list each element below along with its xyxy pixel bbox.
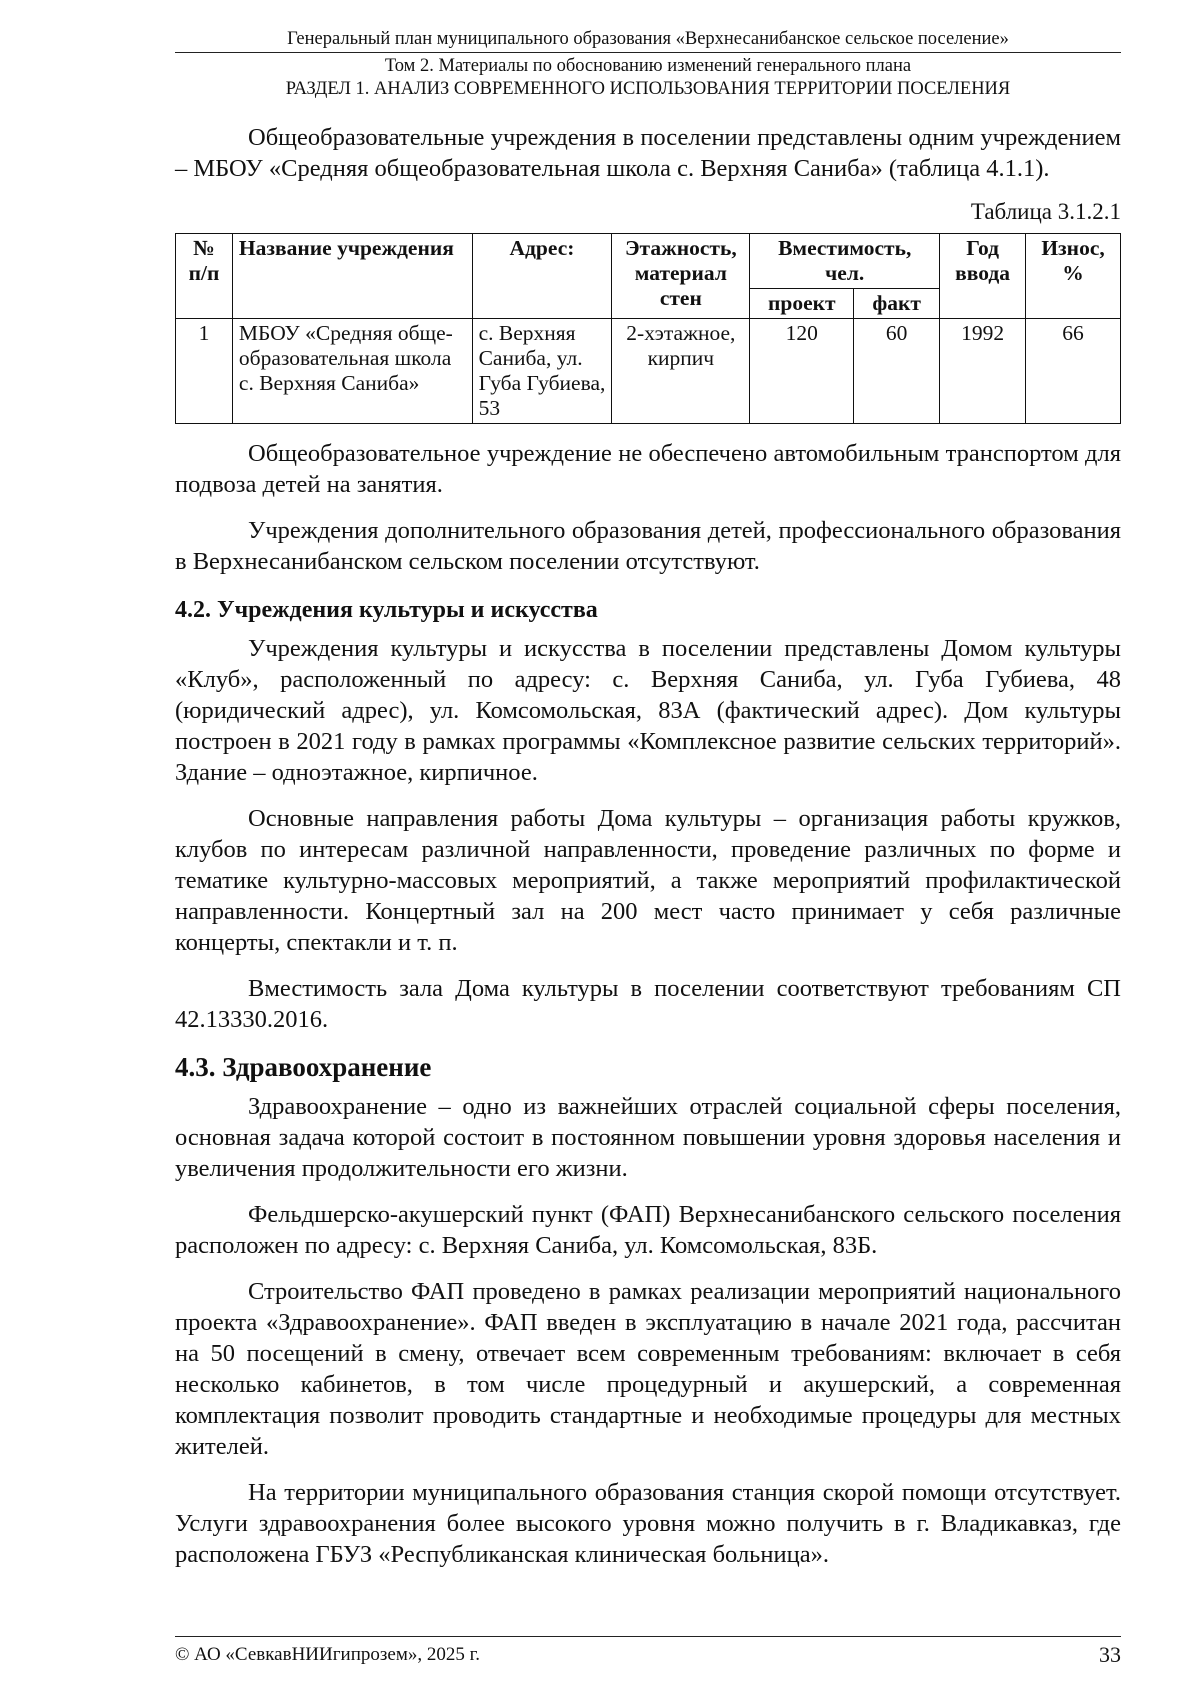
- table-header-row: [176, 234, 1121, 289]
- page-body: [175, 122, 1121, 1585]
- paragraph: Вместимость зала Дома культуры в поселении соответствуют требованиям СП 42.13330.2016.: [175, 975, 1121, 1033]
- cell-year: 1992: [940, 319, 1026, 424]
- cell-name: МБОУ «Средняя обще-образовательная школа с. Верхняя Саниба»: [232, 319, 472, 424]
- paragraph: Фельдшерско-акушерский пункт (ФАП) Верхнесанибанского сельского поселения расположен по адресу: с. Верхняя Саниба, ул. Комсомольская, 83Б.: [175, 1201, 1121, 1259]
- footer-copyright: © АО «СевкавНИИгипрозем», 2025 г.: [175, 1644, 480, 1665]
- paragraph: Учреждения дополнительного образования детей, профессионального образования в Верхнесанибанском сельском поселении отсутствуют.: [175, 517, 1121, 575]
- header-volume: Том 2. Материалы по обоснованию изменений генерального плана: [384, 56, 912, 76]
- col-header-name: Название учреждения: [232, 234, 472, 319]
- section-heading-health: 4.3. Здравоохранение: [175, 1052, 432, 1082]
- cell-design: 120: [750, 319, 854, 424]
- col-header-wear: Износ, %: [1026, 234, 1121, 319]
- header-divider: [175, 52, 1121, 53]
- cell-address: с. Верхняя Саниба, ул. Губа Губиева, 53: [472, 319, 612, 424]
- paragraph: Строительство ФАП проведено в рамках реализации мероприятий национального проекта «Здравоохранение». ФАП введен в эксплуатацию в начале 2021 года, рассчитан на 50 посещений в смену, отвечает всем современным требованиям: включает в себя несколько кабинетов, в том числе процедурный и акушерский, а современная комплектация позволит проводить стандартные и необходимые процедуры для местных жителей.: [175, 1278, 1121, 1460]
- paragraph: Общеобразовательное учреждение не обеспечено автомобильным транспортом для подвоза детей на занятия.: [175, 440, 1121, 498]
- header-section: РАЗДЕЛ 1. АНАЛИЗ СОВРЕМЕННОГО ИСПОЛЬЗОВАНИЯ ТЕРРИТОРИИ ПОСЕЛЕНИЯ: [285, 79, 1011, 99]
- intro-paragraph: Общеобразовательные учреждения в поселении представлены одним учреждением – МБОУ «Средняя общеобразовательная школа с. Верхняя Саниба» (таблица 4.1.1).: [175, 124, 1121, 182]
- section-heading-culture: 4.2. Учреждения культуры и искусства: [175, 597, 598, 623]
- page-number: 33: [1099, 1642, 1121, 1667]
- col-header-num: № п/п: [176, 234, 233, 319]
- col-header-address: Адрес:: [472, 234, 612, 319]
- table-caption: Таблица 3.1.2.1: [970, 199, 1121, 224]
- cell-wear: 66: [1026, 319, 1121, 424]
- col-header-fact: факт: [854, 289, 940, 319]
- cell-floors: 2-хэтажное, кирпич: [612, 319, 750, 424]
- paragraph: Здравоохранение – одно из важнейших отраслей социальной сферы поселения, основная задача которой состоит в постоянном повышении уровня здоровья населения и увеличения продолжительности его жизни.: [175, 1093, 1121, 1182]
- paragraph: Основные направления работы Дома культуры – организация работы кружков, клубов по интересам различной направленности, проведение различных по форме и тематике культурно-массовых мероприятий, а также мероприятий профилактической направленности. Концертный зал на 200 мест часто принимает у себя различные концерты, спектакли и т. п.: [175, 805, 1121, 956]
- col-header-year: Год ввода: [940, 234, 1026, 319]
- footer-divider: [175, 1636, 1121, 1637]
- paragraph: На территории муниципального образования станция скорой помощи отсутствует. Услуги здравоохранения более высокого уровня можно получить в г. Владикавказ, где расположена ГБУЗ «Республиканская клиническая больница».: [175, 1479, 1121, 1568]
- header-title: Генеральный план муниципального образования «Верхнесанибанское сельское поселение»: [287, 29, 1009, 49]
- paragraph: Учреждения культуры и искусства в поселении представлены Домом культуры «Клуб», расположенный по адресу: с. Верхняя Саниба, ул. Губа Губиева, 48 (юридический адрес), ул. Комсомольская, 83А (фактический адрес). Дом культуры построен в 2021 году в рамках программы «Комплексное развитие сельских территорий». Здание – одноэтажное, кирпичное.: [175, 635, 1121, 786]
- cell-num: 1: [176, 319, 233, 424]
- running-header: [175, 28, 1121, 101]
- col-header-capacity: Вместимость, чел.: [750, 234, 940, 289]
- schools-table: [175, 233, 1121, 424]
- page-footer: [175, 1636, 1121, 1667]
- col-header-design: проект: [750, 289, 854, 319]
- col-header-floors: Этажность, материал стен: [612, 234, 750, 319]
- cell-fact: 60: [854, 319, 940, 424]
- table-row: [176, 319, 1121, 424]
